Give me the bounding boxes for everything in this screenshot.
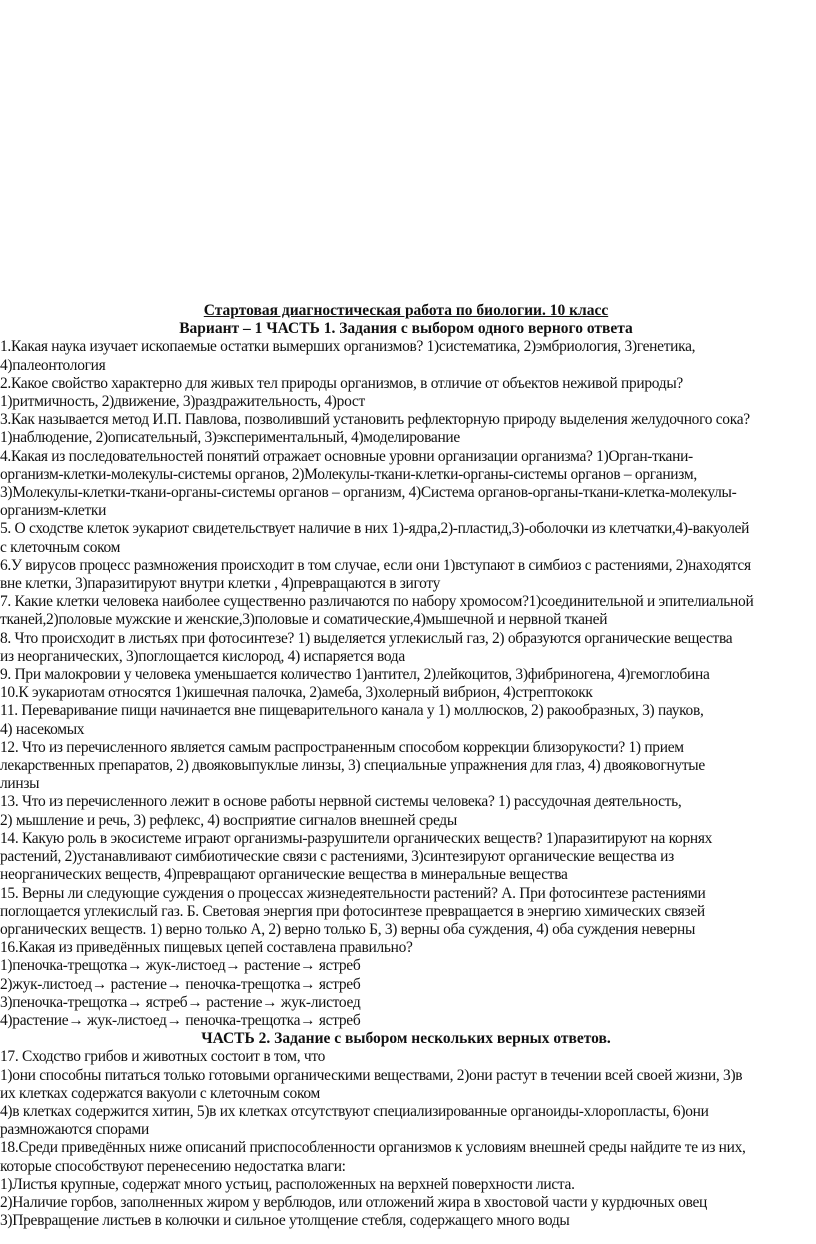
text-line: поглощается углекислый газ. Б. Световая энергия при фотосинтезе превращается в энергию химических связей xyxy=(0,902,705,920)
text-line: 1)ритмичность, 2)движение, 3)раздражительность, 4)рост xyxy=(0,393,365,411)
part2-heading: ЧАСТЬ 2. Задание с выбором нескольких верных ответов. xyxy=(201,1030,611,1048)
text-line: 12. Что из перечисленного является самым распространенным способом коррекции близорукости? 1) прием xyxy=(0,738,684,756)
text-line: 16.Какая из приведённых пищевых цепей составлена правильно? xyxy=(0,939,413,957)
text-line: 1.Какая наука изучает ископаемые остатки вымерших организмов? 1)систематика, 2)эмбриология, 3)генетика, xyxy=(0,338,696,356)
text-line: 7. Какие клетки человека наиболее существенно различаются по набору хромосом?1)соединительной и эпителиальной xyxy=(0,593,754,611)
text-line: 8. Что происходит в листьях при фотосинтезе? 1) выделяется углекислый газ, 2) образуются органические вещества xyxy=(0,629,733,647)
text-line: 2)жук-листоед→ растение→ пеночка-трещотка→ ястреб xyxy=(0,975,361,993)
text-line: с клеточным соком xyxy=(0,538,121,556)
text-line: размножаются спорами xyxy=(0,1121,149,1139)
text-line: вне клетки, 3)паразитируют внутри клетки , 4)превращаются в зиготу xyxy=(0,575,441,593)
text-line: 3)Молекулы-клетки-ткани-органы-системы органов – организм, 4)Система органов-органы-ткани-клетка-молекулы- xyxy=(0,484,737,502)
text-line: 4)палеонтология xyxy=(0,356,106,374)
text-line: тканей,2)половые мужские и женские,3)половые и соматические,4)мышечной и нервной тканей xyxy=(0,611,608,629)
text-line: 14. Какую роль в экосистеме играют организмы-разрушители органических веществ? 1)паразитируют на корнях xyxy=(0,829,713,847)
text-line: 3.Как называется метод И.П. Павлова, позволивший установить рефлекторную природу выделения желудочного сока? xyxy=(0,411,750,429)
text-line: 3)Превращение листьев в колючки и сильное утолщение стебля, содержащего много воды xyxy=(0,1212,570,1230)
text-line: организм-клетки-молекулы-системы органов, 2)Молекулы-ткани-клетки-органы-системы органов – организм, xyxy=(0,465,697,483)
text-line: 4)в клетках содержится хитин, 5)в их клетках отсутствуют специализированные органоиды-хлоропласты, 6)они xyxy=(0,1102,709,1120)
text-line: линзы xyxy=(0,775,40,793)
text-line: 13. Что из перечисленного лежит в основе работы нервной системы человека? 1) рассудочная деятельность, xyxy=(0,793,682,811)
text-line: 10.К эукариотам относятся 1)кишечная палочка, 2)амеба, 3)холерный вибрион, 4)стрептококк xyxy=(0,684,593,702)
text-line: 2.Какое свойство характерно для живых тел природы организмов, в отличие от объектов неживой природы? xyxy=(0,374,683,392)
text-line: 2) мышление и речь, 3) рефлекс, 4) восприятие сигналов внешней среды xyxy=(0,811,457,829)
variant-subtitle: Вариант – 1 ЧАСТЬ 1. Задания с выбором одного верного ответа xyxy=(179,320,633,338)
text-line: 6.У вирусов процесс размножения происходит в том случае, если они 1)вступают в симбиоз с растениями, 2)находятся xyxy=(0,556,751,574)
document-title: Стартовая диагностическая работа по биологии. 10 класс xyxy=(203,302,609,319)
text-line: 1)они способны питаться только готовыми органическими веществами, 2)они растут в течении всей своей жизни, 3)в xyxy=(0,1066,743,1084)
text-line: 3)пеночка-трещотка→ ястреб→ растение→ жук-листоед xyxy=(0,993,361,1011)
text-line: 9. При малокровии у человека уменьшается количество 1)антител, 2)лейкоцитов, 3)фибриногена, 4)гемоглобина xyxy=(0,666,710,684)
text-line: растений, 2)устанавливают симбиотические связи с растениями, 3)синтезируют органические вещества из xyxy=(0,848,674,866)
text-line: 17. Сходство грибов и животных состоит в том, что xyxy=(0,1048,326,1066)
text-line: лекарственных препаратов, 2) двояковыпуклые линзы, 3) специальные упражнения для глаз, 4) двояковогнутые xyxy=(0,757,705,775)
text-line: их клетках содержатся вакуоли с клеточным соком xyxy=(0,1084,321,1102)
text-line: 4)растение→ жук-листоед→ пеночка-трещотка→ ястреб xyxy=(0,1011,361,1029)
text-line: 5. О сходстве клеток эукариот свидетельствует наличие в них 1)-ядра,2)-пластид,3)-оболочки из клетчатки,4)-вакуолей xyxy=(0,520,750,538)
text-line: 15. Верны ли следующие суждения о процессах жизнедеятельности растений? А. При фотосинтезе растениями xyxy=(0,884,706,902)
text-line: 1)пеночка-трещотка→ жук-листоед→ растение→ ястреб xyxy=(0,957,361,975)
text-line: организм-клетки xyxy=(0,502,107,520)
text-line: 2)Наличие горбов, заполненных жиром у верблюдов, или отложений жира в хвостовой части у курдючных овец xyxy=(0,1193,708,1211)
part2-questions xyxy=(0,1048,812,1230)
text-line: из неорганических, 3)поглощается кислород, 4) испаряется вода xyxy=(0,647,405,665)
text-line: 1)наблюдение, 2)описательный, 3)экспериментальный, 4)моделирование xyxy=(0,429,460,447)
text-line: неорганических веществ, 4)превращают органические вещества в минеральные вещества xyxy=(0,866,568,884)
text-line: 11. Переваривание пищи начинается вне пищеварительного канала у 1) моллюсков, 2) ракообразных, 3) пауков, xyxy=(0,702,704,720)
text-line: органических веществ. 1) верно только А, 2) верно только Б, 3) верны оба суждения, 4) оба суждения неверны xyxy=(0,920,696,938)
part1-questions xyxy=(0,338,812,1030)
text-line: 4) насекомых xyxy=(0,720,85,738)
text-line: 4.Какая из последовательностей понятий отражает основные уровни организации организма? 1)Орган-ткани- xyxy=(0,447,693,465)
text-line: которые способствуют перенесению недостатка влаги: xyxy=(0,1157,346,1175)
text-line: 1)Листья крупные, содержат много устьиц, расположенных на верхней поверхности листа. xyxy=(0,1175,575,1193)
text-line: 18.Среди приведённых ниже описаний приспособленности организмов к условиям внешней среды найдите те из них, xyxy=(0,1139,746,1157)
document-page xyxy=(0,302,812,1230)
